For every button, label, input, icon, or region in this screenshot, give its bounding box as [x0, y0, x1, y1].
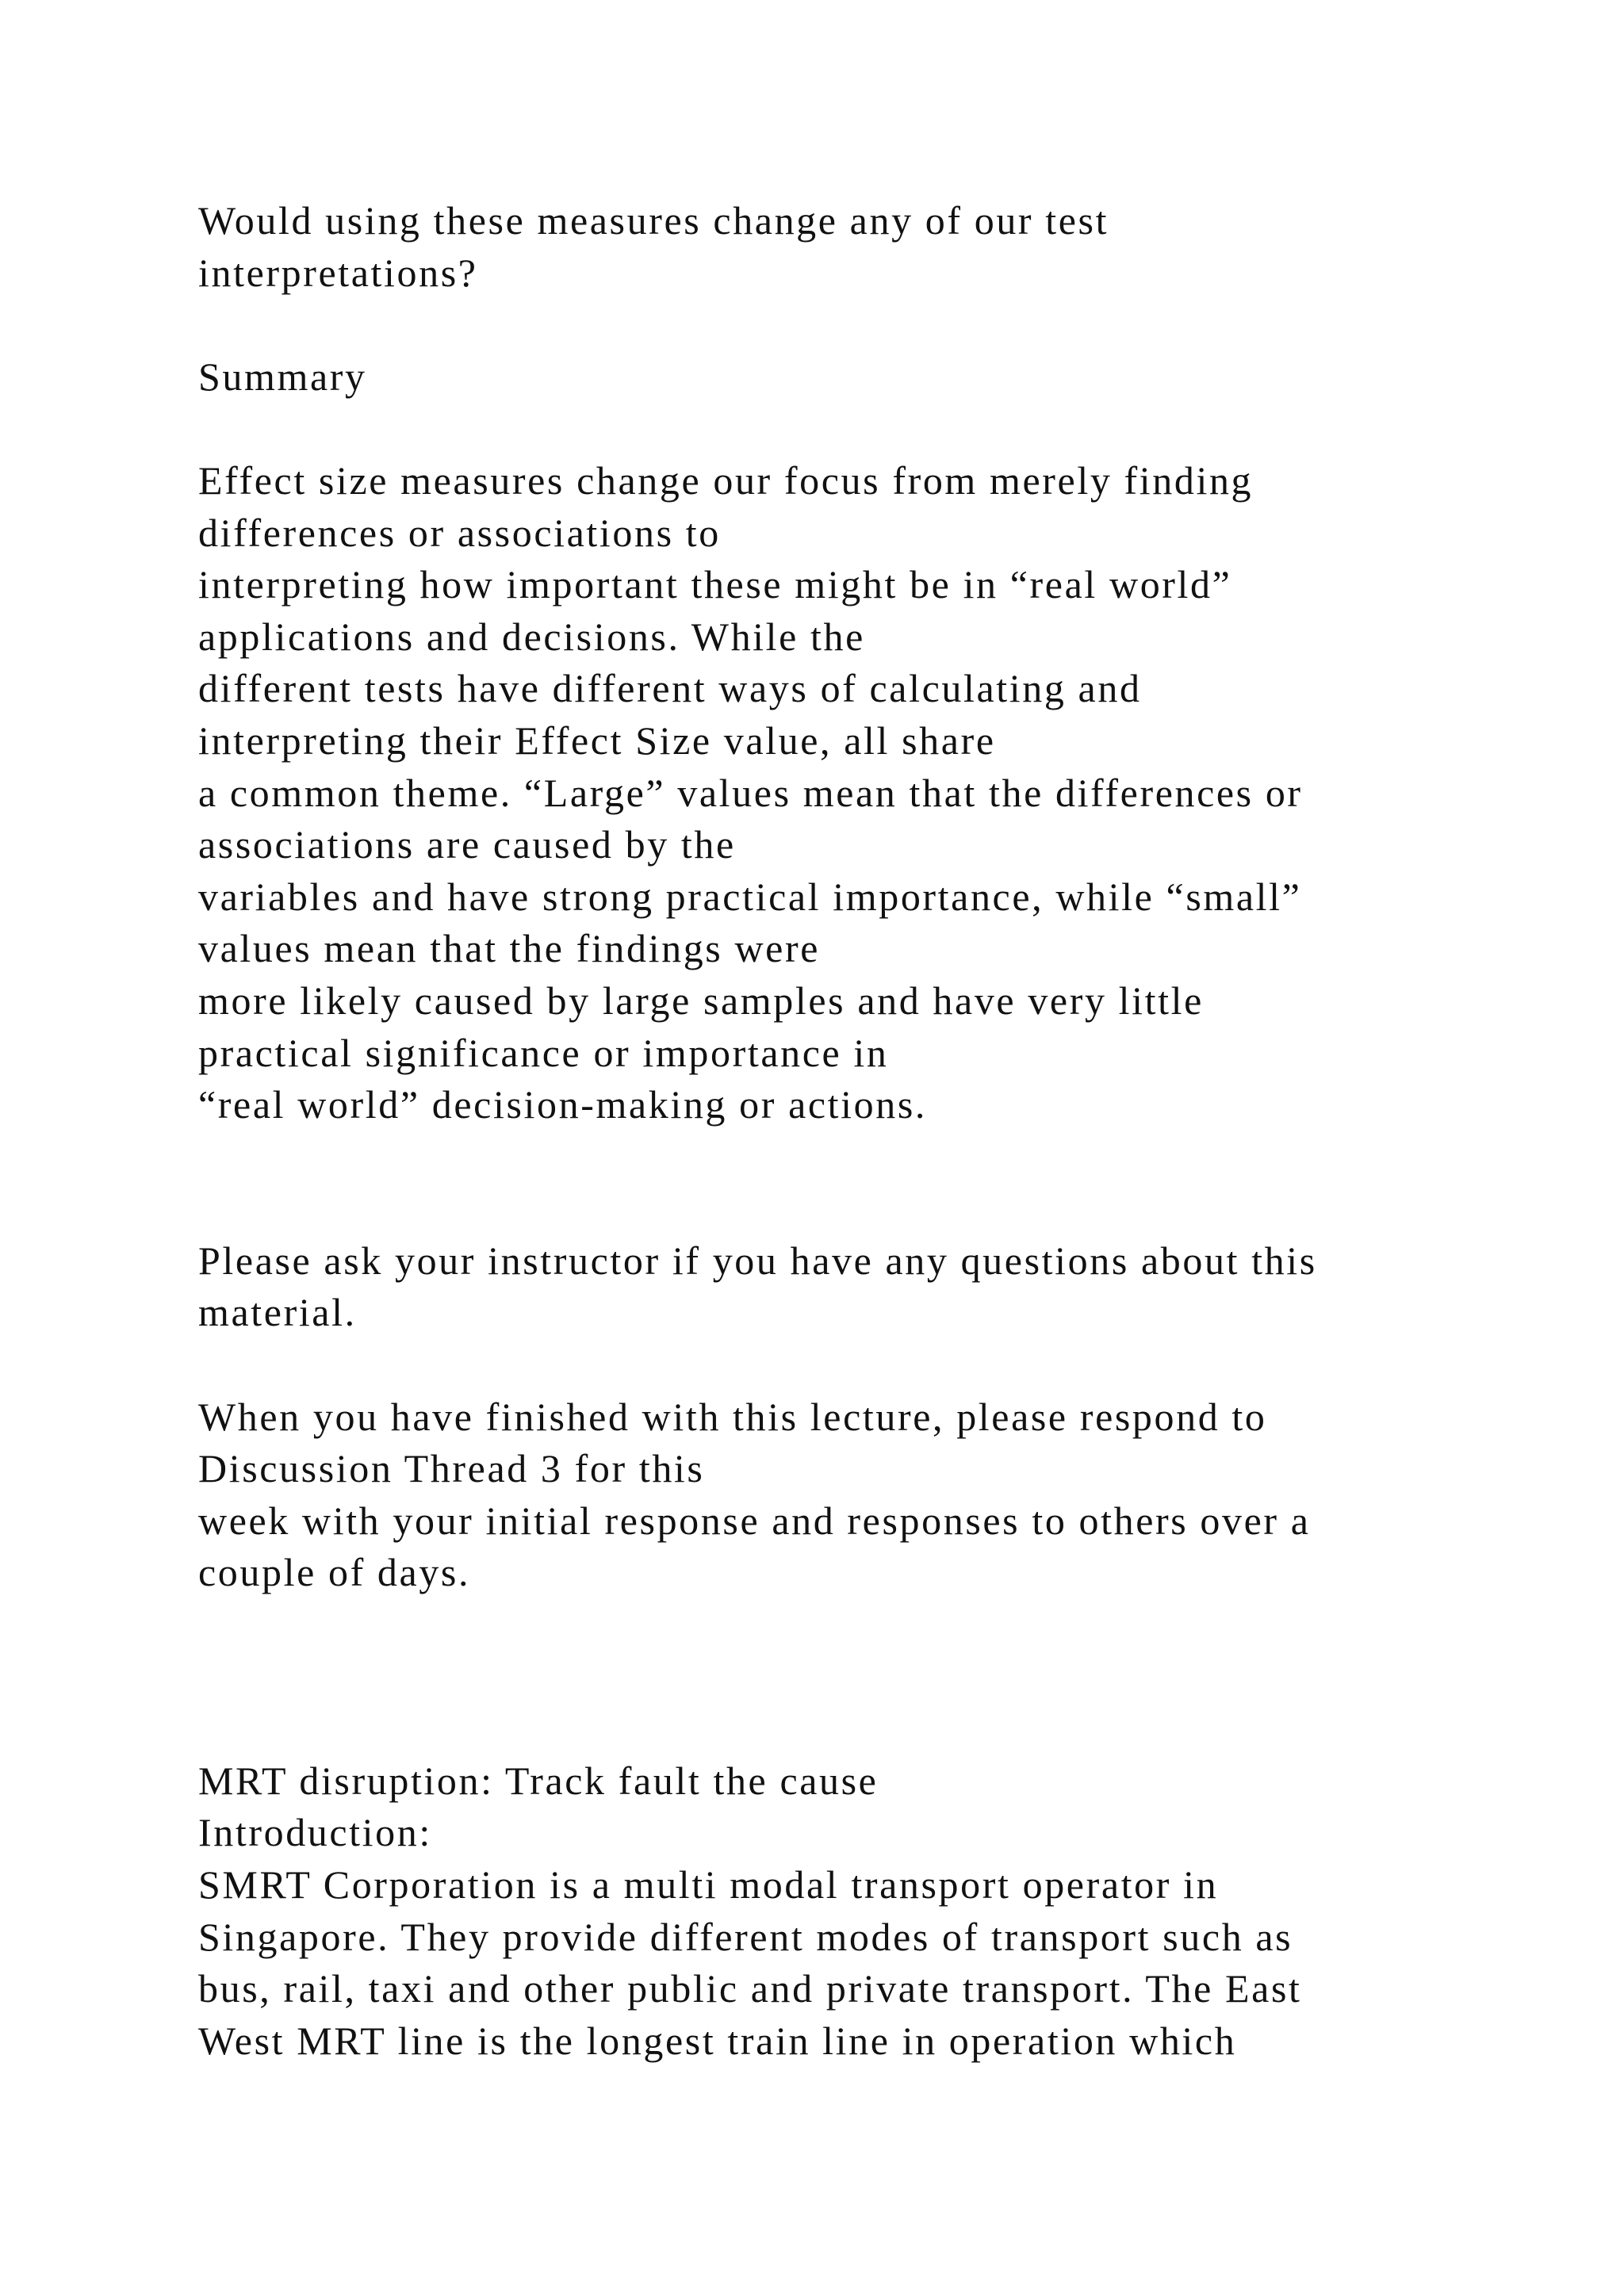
discussion-note-line: When you have finished with this lecture, please respond to: [198, 1394, 1267, 1439]
summary-line: interpreting how important these might be in “real world”: [198, 562, 1232, 607]
case-study-line: West MRT line is the longest train line in operation which: [198, 2018, 1237, 2063]
paragraph-gap: [198, 299, 1483, 351]
discussion-note: [198, 1391, 1483, 1599]
summary-line: interpreting their Effect Size value, all share: [198, 718, 996, 763]
case-study-line: SMRT Corporation is a multi modal transport operator in: [198, 1862, 1219, 1908]
case-study-line: bus, rail, taxi and other public and private transport. The East: [198, 1966, 1302, 2011]
paragraph-gap: [198, 1599, 1483, 1755]
question-block: [198, 195, 1483, 299]
summary-paragraph: [198, 455, 1483, 1131]
question-line: Would using these measures change any of our test: [198, 198, 1109, 243]
summary-line: “real world” decision-making or actions.: [198, 1082, 927, 1127]
paragraph-gap: [198, 403, 1483, 455]
case-study-intro-label: Introduction:: [198, 1810, 432, 1855]
summary-line: differences or associations to: [198, 510, 721, 555]
discussion-note-line: couple of days.: [198, 1550, 471, 1595]
case-study-line: Singapore. They provide different modes of transport such as: [198, 1914, 1293, 1959]
discussion-note-line: Discussion Thread 3 for this: [198, 1446, 705, 1491]
instructor-note-line: Please ask your instructor if you have any questions about this: [198, 1238, 1317, 1283]
summary-line: variables and have strong practical importance, while “small”: [198, 874, 1302, 919]
summary-line: a common theme. “Large” values mean that the differences or: [198, 770, 1303, 815]
summary-line: applications and decisions. While the: [198, 614, 865, 659]
discussion-note-line: week with your initial response and responses to others over a: [198, 1498, 1311, 1543]
case-study-title: MRT disruption: Track fault the cause: [198, 1758, 879, 1803]
instructor-note: [198, 1235, 1483, 1339]
summary-heading: Summary: [198, 354, 367, 399]
instructor-note-line: material.: [198, 1290, 357, 1335]
case-study: [198, 1755, 1483, 2068]
summary-line: practical significance or importance in: [198, 1030, 889, 1075]
paragraph-gap: [198, 1131, 1483, 1235]
question-line: interpretations?: [198, 250, 478, 295]
summary-line: Effect size measures change our focus from merely finding: [198, 457, 1254, 503]
summary-line: more likely caused by large samples and have very little: [198, 978, 1204, 1023]
summary-line: associations are caused by the: [198, 822, 736, 867]
paragraph-gap: [198, 1339, 1483, 1391]
document-body: [198, 195, 1483, 2067]
summary-line: different tests have different ways of calculating and: [198, 666, 1142, 711]
summary-line: values mean that the findings were: [198, 926, 821, 971]
